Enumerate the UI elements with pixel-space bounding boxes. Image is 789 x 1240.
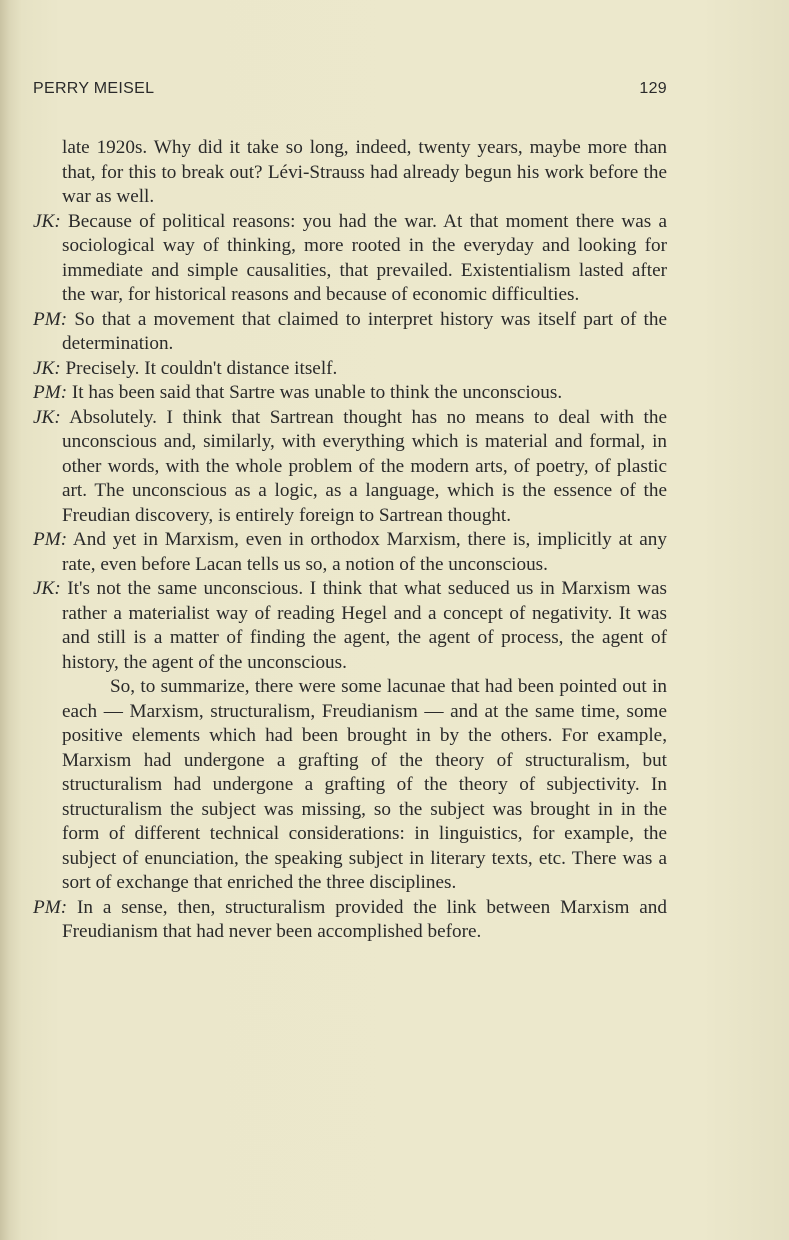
paragraph-text: So, to summarize, there were some lacunae that had been pointed out in each — Marxism, structuralism, Freudianism — and at the same time, some positive elements which had been brought in by the others. For example, Marxism had undergone a grafting of the theory of structuralism, but structuralism had undergone a grafting of the theory of subjectivity. In structuralism the subject was missing, so the subject was brought in in the form of different technical considerations: in linguistics, for example, the subject of enunciation, the speaking subject in literary texts, etc. There was a sort of exchange that enriched the three disciplines. [62, 676, 667, 893]
paragraph-pm-1 [33, 308, 667, 357]
paragraph-text: So that a movement that claimed to interpret history was itself part of the determination. [62, 308, 667, 354]
speaker-label: PM: [33, 529, 68, 550]
interview-text [33, 136, 667, 945]
paragraph-jk-2 [33, 357, 667, 382]
page-number: 129 [639, 80, 667, 97]
speaker-label: PM: [33, 308, 68, 330]
paragraph-text: It's not the same unconscious. I think that what seduced us in Marxism was rather a materialist way of reading Hegel and a concept of negativity. It was and still is a matter of finding the agent, the agent of process, the agent of history, the agent of the unconscious. [62, 578, 667, 673]
paragraph-text: Absolutely. I think that Sartrean thought has no means to deal with the unconscious and, similarly, with everything which is material and formal, in other words, with the whole problem of the modern arts, of poetry, of plastic art. The unconscious as a logic, as a language, which is the essence of the Freudian discovery, is entirely foreign to Sartrean thought. [62, 406, 667, 526]
paragraph-continuation [33, 136, 667, 210]
speaker-label: PM: [33, 382, 68, 403]
speaker-label: JK: [33, 406, 61, 428]
running-title: PERRY MEISEL [33, 80, 155, 97]
speaker-label: JK: [33, 578, 61, 599]
paragraph-jk-3 [33, 406, 667, 529]
paragraph-jk-continued [33, 675, 667, 896]
speaker-label: JK: [33, 357, 61, 379]
paragraph-jk-4 [33, 577, 667, 675]
speaker-label: JK: [33, 210, 61, 232]
paragraph-text: It has been said that Sartre was unable to think the unconscious. [71, 382, 563, 403]
paragraph-text: In a sense, then, structuralism provided the link between Marxism and Freudianism that had never been accomplished before. [62, 896, 667, 942]
paragraph-pm-3 [33, 528, 667, 577]
paragraph-pm-4 [33, 896, 667, 945]
paragraph-jk-1 [33, 210, 667, 308]
paragraph-text: And yet in Marxism, even in orthodox Marxism, there is, implicitly at any rate, even before Lacan tells us so, a notion of the unconscious. [62, 529, 667, 575]
paragraph-pm-2 [33, 381, 667, 406]
paragraph-text: Precisely. It couldn't distance itself. [65, 357, 338, 379]
paragraph-text: late 1920s. Why did it take so long, indeed, twenty years, maybe more than that, for this to break out? Lévi-Strauss had already begun his work before the war as well. [62, 137, 667, 207]
speaker-label: PM: [33, 896, 68, 918]
paragraph-text: Because of political reasons: you had the war. At that moment there was a sociological way of thinking, more rooted in the everyday and looking for immediate and simple causalities, that prevailed. Existentialism lasted after the war, for historical reasons and because of economic difficulties. [62, 210, 667, 305]
